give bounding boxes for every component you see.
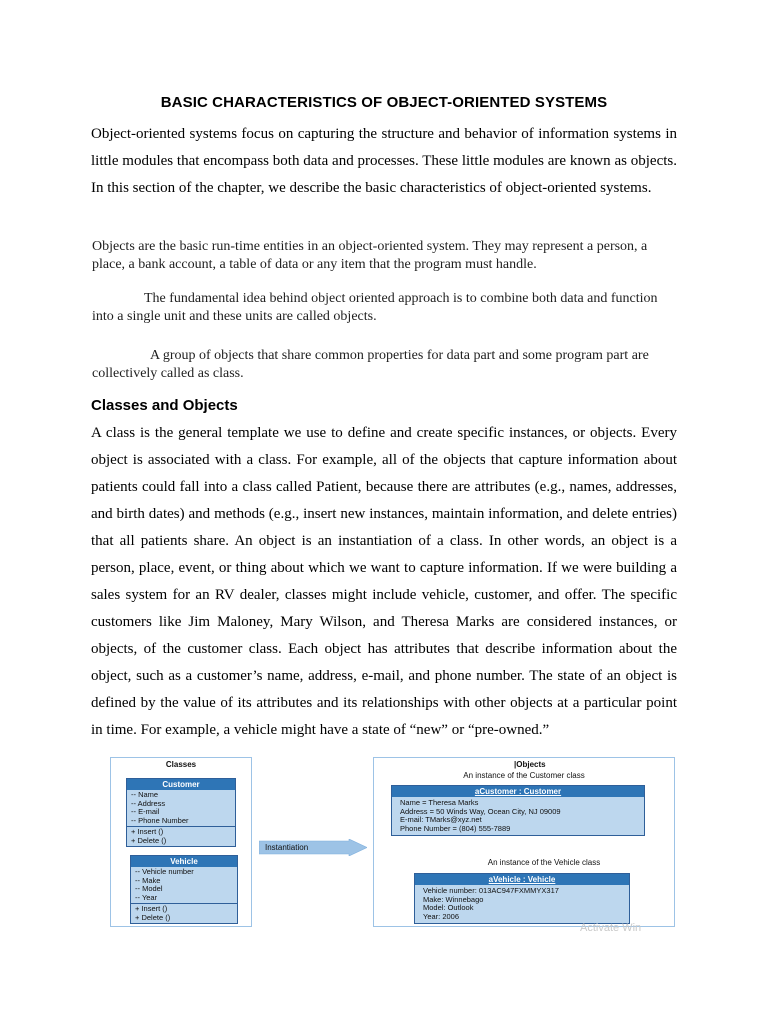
vehicle-instance-caption: An instance of the Vehicle class	[487, 858, 601, 867]
vehicle-op: + Insert ()	[135, 904, 168, 913]
scanned-paragraph-2-text: The fundamental idea behind object oriented approach is to combine both data and function into a single unit and these units are called objects.	[92, 291, 658, 324]
scanned-paragraph-1: Objects are the basic run-time entities in an object-oriented system. They may represent a person, a place, a bank account, a table of data or any item that the program must handle.	[92, 239, 648, 272]
customer-attr: -- E-mail	[131, 807, 160, 816]
vehicle-class-name: Vehicle	[131, 856, 237, 867]
customer-attr: -- Name	[131, 790, 159, 799]
customer-object-line: Phone Number = (804) 555-7889	[400, 823, 511, 833]
customer-op: + Delete ()	[131, 835, 167, 845]
section-body-paragraph: A class is the general template we use to define and create specific instances, or objects. Every object is associated with a class. For example, all of the objects that capture information about patients could fall into a class called Patient, because there are attributes (e.g., names, addresses, and birth dates) and methods (e.g., insert new instances, maintain information, and delete entries) that all patients share. An object is an instantiation of a class. In other words, an object is a person, place, event, or thing about which we want to capture information. If we were building a sales system for an RV dealer, classes might include vehicle, customer, and offer. The specific customers like Jim Maloney, Mary Wilson, and Theresa Marks are considered instances, or objects, of the customer class. Each object has attributes that describe information about the object, such as a customer’s name, address, e-mail, and phone number. The state of an object is defined by the value of its attributes and its relationships with other objects at a particular point in time. For example, a vehicle might have a state of “new” or “pre-owned.”	[91, 425, 677, 738]
vehicle-attr: -- Model	[135, 884, 163, 893]
customer-class-name: Customer	[127, 779, 235, 790]
vehicle-object-line: Model: Outlook	[423, 903, 474, 912]
objects-label: |Objects	[514, 760, 546, 769]
customer-object-values	[392, 797, 644, 835]
vehicle-object-line: Year: 2006	[423, 911, 460, 921]
customer-object-line: Address = 50 Winds Way, Ocean City, NJ 09009	[400, 806, 561, 816]
vehicle-attr: -- Vehicle number	[135, 867, 194, 876]
customer-class-attributes	[127, 790, 235, 827]
vehicle-class-operations	[131, 904, 237, 923]
vehicle-object-name: aVehicle : Vehicle	[415, 874, 629, 885]
instantiation-label: Instantiation	[265, 843, 309, 852]
intro-paragraph: Object-oriented systems focus on capturing the structure and behavior of information systems in little modules that encompass both data and processes. These little modules are known as objects. In this section of the chapter, we describe the basic characteristics of object-oriented systems.	[91, 126, 677, 196]
customer-instance-caption: An instance of the Customer class	[463, 771, 585, 780]
vehicle-class-box	[130, 855, 238, 924]
customer-op: + Insert ()	[131, 827, 164, 836]
vehicle-object-values	[415, 885, 629, 923]
objects-frame	[373, 757, 675, 927]
vehicle-attr: -- Year	[135, 892, 158, 902]
customer-class-operations	[127, 827, 235, 846]
customer-attr: -- Address	[131, 798, 166, 808]
scanned-paragraph-3	[92, 347, 680, 383]
vehicle-object-box	[414, 873, 630, 924]
watermark-text: Activate Win	[580, 922, 642, 934]
customer-class-box	[126, 778, 236, 847]
vehicle-attr: -- Make	[135, 875, 161, 885]
vehicle-object-line: Vehicle number: 013AC947FXMMYX317	[423, 886, 559, 895]
customer-object-name: aCustomer : Customer	[392, 786, 644, 797]
page-title: BASIC CHARACTERISTICS OF OBJECT-ORIENTED SYSTEMS	[160, 94, 608, 111]
section-heading: Classes and Objects	[91, 397, 238, 414]
classes-label: Classes	[165, 760, 197, 769]
vehicle-object-line: Make: Winnebago	[423, 894, 484, 904]
scanned-paragraph-3-text: A group of objects that share common properties for data part and some program part are collectively called as class.	[92, 348, 649, 381]
customer-object-line: E-mail: TMarks@xyz.net	[400, 815, 482, 824]
customer-attr: -- Phone Number	[131, 815, 189, 825]
vehicle-op: + Delete ()	[135, 912, 171, 922]
vehicle-class-attributes	[131, 867, 237, 904]
customer-object-box	[391, 785, 645, 836]
classes-frame	[110, 757, 252, 927]
customer-object-line: Name = Theresa Marks	[400, 798, 479, 807]
scanned-paragraph-2	[92, 290, 680, 326]
